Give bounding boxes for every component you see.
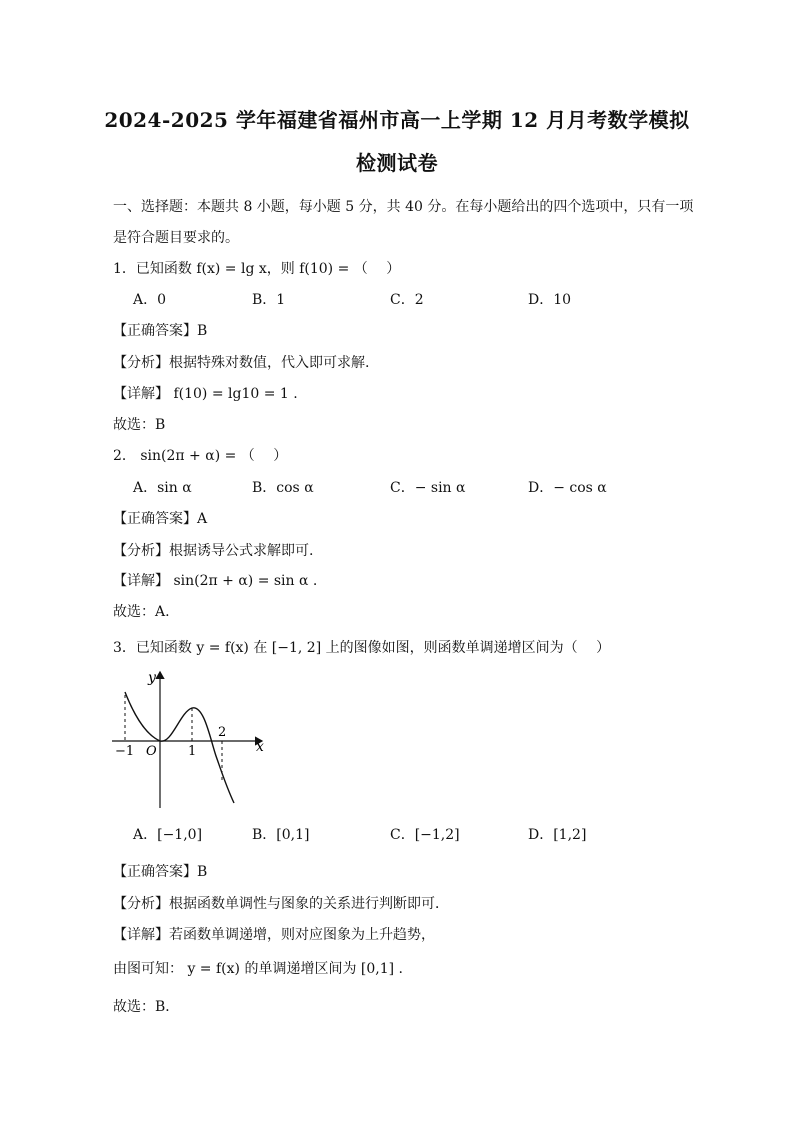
q3-option-c: C．[−1,2] — [390, 827, 460, 843]
q3-answer: 【正确答案】B — [113, 864, 208, 880]
title-line-1: 2024-2025 学年福建省福州市高一上学期 12 月月考数学模拟 — [104, 108, 690, 132]
origin-label: O — [146, 744, 157, 759]
q1-detail: 【详解】 f(10) = lg10 = 1 . — [113, 386, 298, 402]
q2-stem: 2． sin(2π + α) = （ ） — [113, 448, 288, 464]
tick-label-neg1: −1 — [115, 744, 135, 759]
q3-stem: 3．已知函数 y = f(x) 在 [−1, 2] 上的图像如图，则函数单调递增区间为（ ） — [113, 640, 611, 656]
q1-option-a: A．0 — [133, 292, 167, 308]
q2-option-c: C．− sin α — [390, 480, 466, 496]
section-heading-line-1: 一、选择题：本题共 8 小题，每小题 5 分，共 40 分。在每小题给出的四个选项中，只有一项 — [113, 199, 694, 215]
q2-answer: 【正确答案】A — [113, 511, 208, 527]
q1-option-d: D．10 — [528, 292, 572, 308]
q2-option-b: B．cos α — [252, 480, 314, 496]
q3-detail: 【详解】若函数单调递增，则对应图象为上升趋势， — [113, 927, 435, 943]
section-heading-line-2: 是符合题目要求的。 — [113, 230, 239, 246]
q3-analysis: 【分析】根据函数单调性与图象的关系进行判断即可． — [113, 896, 449, 912]
tick-label-1: 1 — [188, 744, 197, 759]
x-axis-label: x — [256, 739, 264, 755]
q2-analysis: 【分析】根据诱导公式求解即可. — [113, 543, 314, 559]
q3-detail-2: 由图可知： y = f(x) 的单调递增区间为 [0,1] . — [113, 961, 403, 977]
q1-stem: 1．已知函数 f(x) = lg x，则 f(10) = （ ） — [113, 261, 401, 277]
q2-choice: 故选：A. — [113, 604, 170, 620]
function-curve — [125, 692, 234, 803]
q1-analysis: 【分析】根据特殊对数值，代入即可求解. — [113, 355, 370, 371]
q1-option-c: C．2 — [390, 292, 424, 308]
q1-answer: 【正确答案】B — [113, 323, 208, 339]
q2-detail: 【详解】 sin(2π + α) = sin α . — [113, 573, 318, 589]
q3-choice: 故选：B． — [113, 999, 180, 1015]
q3-option-d: D．[1,2] — [528, 827, 587, 843]
q2-option-d: D．− cos α — [528, 480, 607, 496]
q2-option-a: A．sin α — [133, 480, 192, 496]
tick-label-2: 2 — [218, 725, 227, 740]
q3-function-graph — [110, 668, 270, 813]
q3-option-b: B．[0,1] — [252, 827, 310, 843]
q1-option-b: B．1 — [252, 292, 286, 308]
q1-choice: 故选：B — [113, 417, 166, 433]
y-axis-label: y — [148, 670, 156, 686]
title-line-2: 检测试卷 — [356, 151, 438, 175]
q3-option-a: A．[−1,0] — [133, 827, 203, 843]
